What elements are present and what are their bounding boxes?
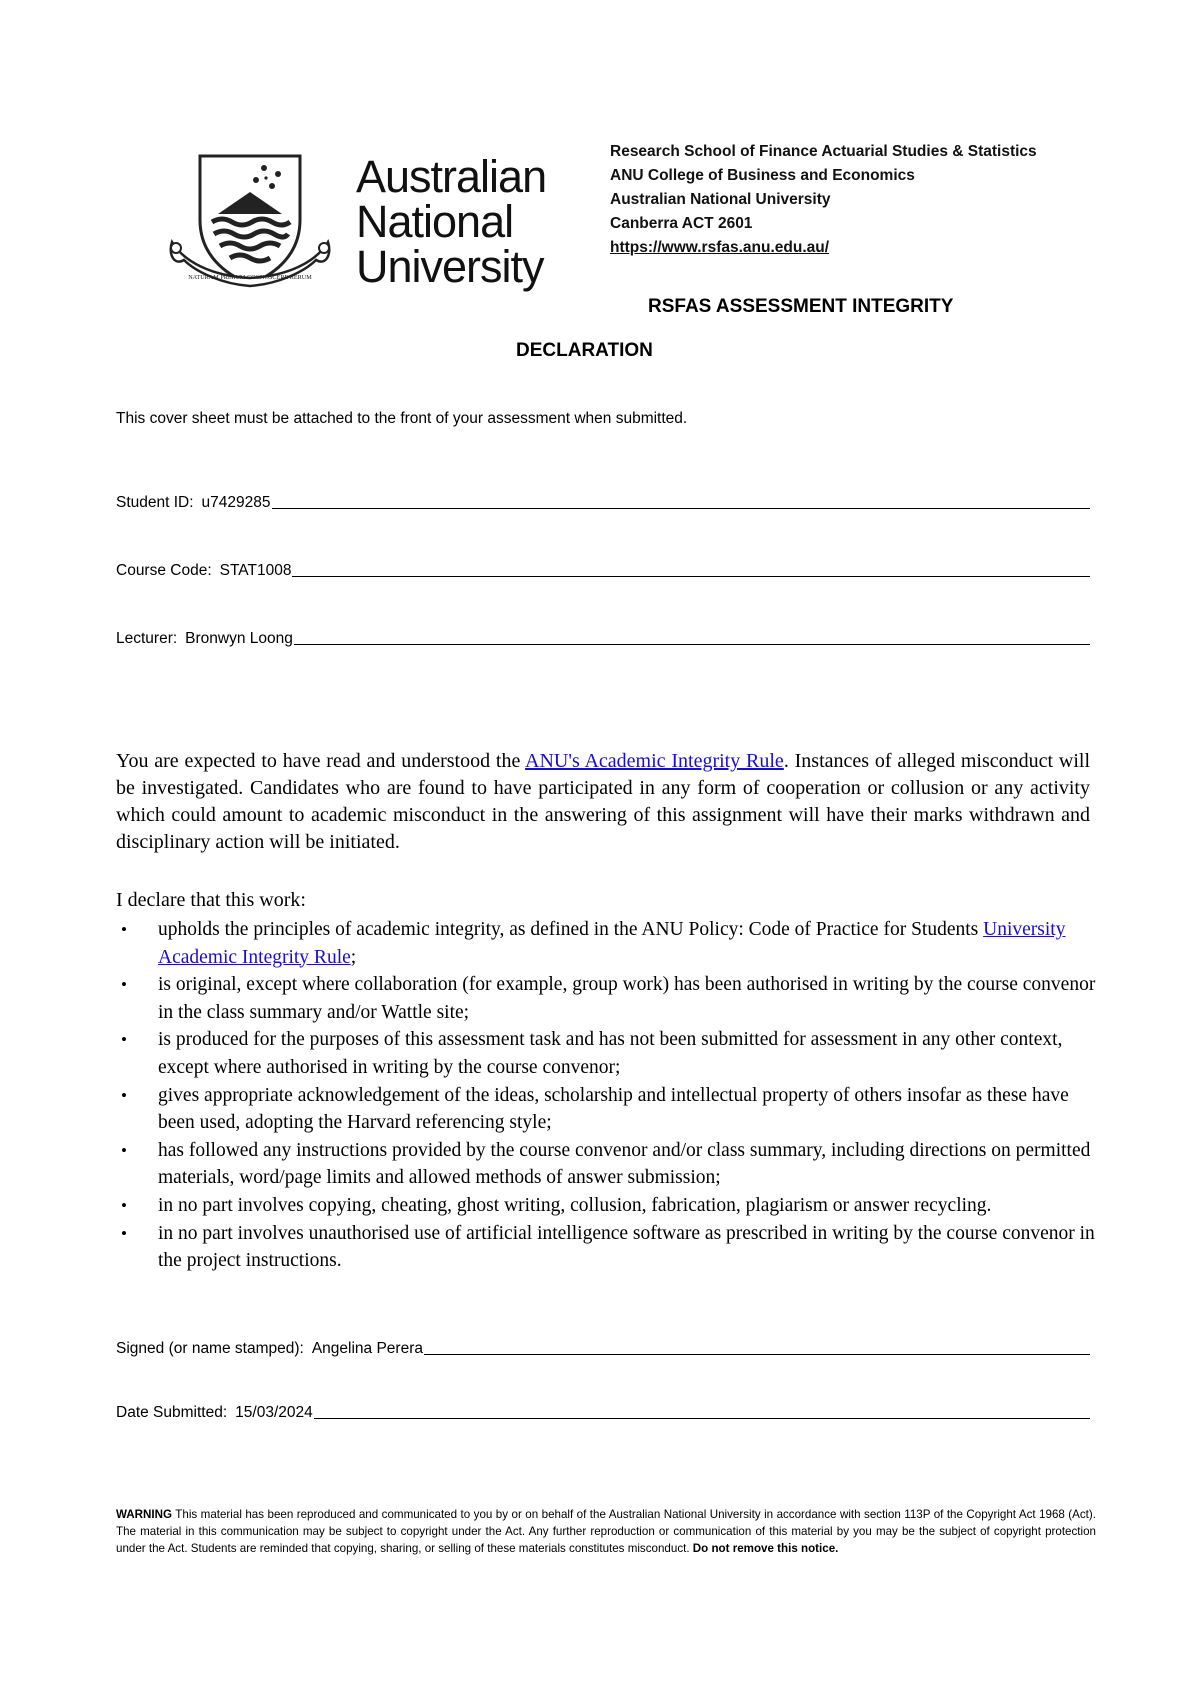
bullet-1-text: upholds the principles of academic integrity, as defined in the ANU Policy: Code of Practice for Students xyxy=(158,919,984,940)
date-submitted-label: Date Submitted: xyxy=(116,1404,228,1421)
list-item xyxy=(116,1026,1096,1081)
bullet-6-text: in no part involves copying, cheating, ghost writing, collusion, fabrication, plagiarism or answer recycling. xyxy=(158,1194,992,1216)
crest-motto: NATURAM PRIMUM COGNOSCERE RERUM xyxy=(188,274,312,281)
academic-integrity-rule-link[interactable]: ANU's Academic Integrity Rule xyxy=(525,750,784,772)
declare-intro: I declare that this work: xyxy=(116,889,306,911)
bullet-4-text: gives appropriate acknowledgement of the ideas, scholarship and intellectual property of others insofar as these have been used, adopting the Harvard referencing style; xyxy=(158,1084,1069,1134)
course-code-underline xyxy=(292,576,1090,577)
list-item xyxy=(116,1192,1096,1220)
list-item xyxy=(116,971,1096,1026)
copyright-warning xyxy=(116,1506,1096,1557)
declaration-list xyxy=(116,916,1096,1275)
wordmark-line-2: National xyxy=(356,196,514,247)
warning-notice: Do not remove this notice. xyxy=(692,1542,839,1555)
student-id-underline xyxy=(272,508,1090,509)
paragraph-intro: You are expected to have read and understood the xyxy=(116,750,526,772)
date-submitted-underline xyxy=(314,1418,1090,1419)
bullet-1-end: ; xyxy=(350,946,357,968)
student-id-label: Student ID: xyxy=(116,494,194,511)
lecturer-underline xyxy=(294,644,1090,645)
course-code-label: Course Code: xyxy=(116,562,212,579)
bullet-icon: • xyxy=(121,1085,127,1105)
bullet-icon: • xyxy=(121,1195,127,1215)
bullet-icon: • xyxy=(121,1223,127,1243)
integrity-paragraph xyxy=(116,748,1090,856)
bullet-3-text: is produced for the purposes of this assessment task and has not been submitted for assessment in any other context, except where authorised in writing by the course convenor; xyxy=(158,1029,1063,1078)
student-id-field[interactable] xyxy=(116,488,1090,512)
bullet-2-text: is original, except where collaboration (for example, group work) has been authorised in writing by the course convenor in the class summary and/or Wattle site; xyxy=(158,974,1096,1023)
list-item xyxy=(116,1082,1096,1137)
university-integrity-rule-link[interactable]: University Academic Integrity Rule xyxy=(158,919,1066,968)
page-subtitle: DECLARATION xyxy=(516,340,653,361)
student-id-value: u7429285 xyxy=(201,494,271,511)
course-code-field[interactable] xyxy=(116,556,1090,580)
bullet-7-text: in no part involves unauthorised use of artificial intelligence software as prescribed in writing by the course convenor in the project instructions. xyxy=(158,1222,1095,1272)
lecturer-field[interactable] xyxy=(116,624,1090,648)
warning-text: This material has been reproduced and communicated to you by or on behalf of the Australian National University in accordance with section 113P of the Copyright Act 1968 (Act). The material in this communication may be subject to copyright under the Act. Any further reproduction or communication of this material by you may be the subject of copyright protection under the Act. Students are reminded that copying, sharing, or selling of these materials constitutes misconduct. xyxy=(116,1508,1096,1555)
list-item xyxy=(116,1137,1096,1192)
lecturer-value: Bronwyn Loong xyxy=(185,630,293,647)
signed-underline xyxy=(424,1354,1090,1355)
bullet-5-text: has followed any instructions provided by the course convenor and/or class summary, including directions on permitted materials, word/page limits and allowed methods of answer submission; xyxy=(158,1139,1091,1189)
school-address xyxy=(610,140,1037,260)
wordmark-line-3: University xyxy=(356,241,544,292)
signed-label: Signed (or name stamped): xyxy=(116,1340,304,1357)
address-line-1: Research School of Finance Actuarial Studies & Statistics xyxy=(610,143,1037,160)
lecturer-label: Lecturer: xyxy=(116,630,178,647)
course-code-value: STAT1008 xyxy=(219,562,292,579)
signed-value: Angelina Perera xyxy=(311,1340,423,1357)
address-line-3: Australian National University xyxy=(610,191,831,208)
bullet-icon: • xyxy=(121,1030,127,1050)
page-title: RSFAS ASSESSMENT INTEGRITY xyxy=(648,296,954,317)
school-website-link[interactable]: https://www.rsfas.anu.edu.au/ xyxy=(610,239,830,256)
cover-sheet-instruction: This cover sheet must be attached to the front of your assessment when submitted. xyxy=(116,410,688,427)
bullet-icon: • xyxy=(121,975,127,995)
date-submitted-value: 15/03/2024 xyxy=(235,1404,313,1421)
paragraph-rest: . Instances of alleged misconduct will be investigated. Candidates who are found to have participated in any form of cooperation or collusion or any activity which could amount to academic misconduct in the answering of this assignment will have their marks withdrawn and disciplinary action will be initiated. xyxy=(116,750,1091,853)
date-submitted-field[interactable] xyxy=(116,1398,1090,1422)
anu-wordmark xyxy=(356,151,566,292)
address-line-2: ANU College of Business and Economics xyxy=(610,167,915,184)
address-line-4: Canberra ACT 2601 xyxy=(610,215,753,232)
warning-label: WARNING xyxy=(116,1508,173,1521)
list-item xyxy=(116,916,1096,971)
anu-crest-icon xyxy=(166,150,334,294)
anu-logo xyxy=(166,150,566,294)
list-item xyxy=(116,1220,1096,1275)
signed-field[interactable] xyxy=(116,1334,1090,1358)
bullet-icon: • xyxy=(121,1140,127,1160)
bullet-icon: • xyxy=(121,920,127,939)
wordmark-line-1: Australian xyxy=(356,151,547,202)
